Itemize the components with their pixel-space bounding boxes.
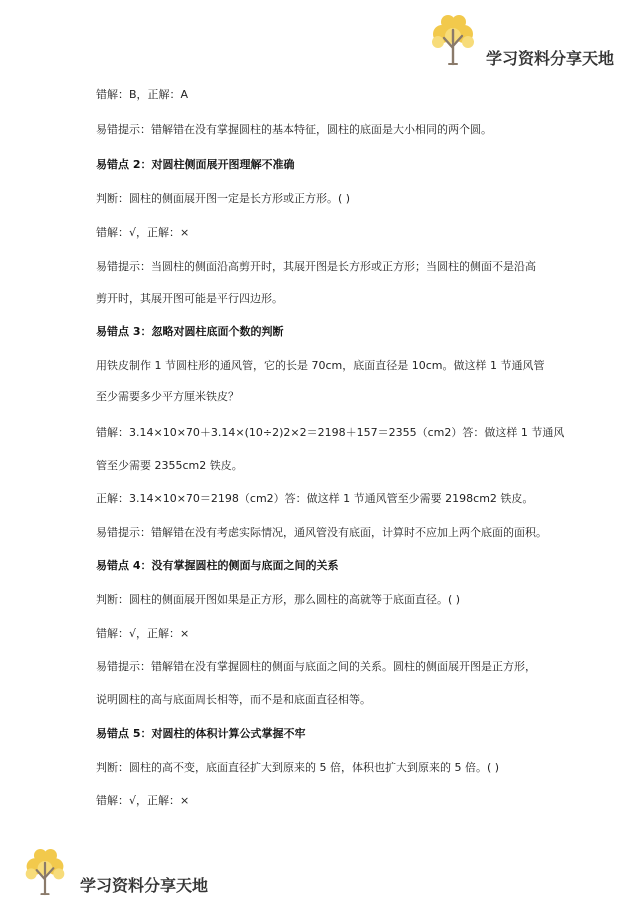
section-heading: 易错点 2：对圆柱侧面展开图理解不准确 [96, 158, 295, 171]
footer-brand-name: 学习资料分享天地 [80, 876, 209, 895]
hint-line: 易错提示：错解错在没有掌握圆柱的基本特征，圆柱的底面是大小相同的两个圆。 [96, 123, 492, 136]
question-line: 判断：圆柱的侧面展开图如果是正方形，那么圆柱的高就等于底面直径。( ) [96, 593, 461, 606]
tree-logo-icon [22, 848, 68, 896]
hint-line: 剪开时，其展开图可能是平行四边形。 [96, 292, 283, 305]
answer-line: 错解：B，正解：A [96, 88, 189, 101]
question-line: 至少需要多少平方厘米铁皮？ [96, 390, 239, 403]
question-line: 判断：圆柱的侧面展开图一定是长方形或正方形。( ) [96, 192, 351, 205]
section-heading: 易错点 4：没有掌握圆柱的侧面与底面之间的关系 [96, 559, 339, 572]
hint-line: 说明圆柱的高与底面周长相等，而不是和底面直径相等。 [96, 693, 371, 706]
header-brand-name: 学习资料分享天地 [486, 49, 615, 68]
section-heading: 易错点 5：对圆柱的体积计算公式掌握不牢 [96, 727, 306, 740]
answer-line: 错解：√，正解：× [96, 226, 190, 239]
answer-line: 错解：√，正解：× [96, 794, 190, 807]
answer-line: 管至少需要 2355cm2 铁皮。 [96, 459, 243, 472]
answer-line: 错解：√，正解：× [96, 627, 190, 640]
hint-line: 易错提示：错解错在没有考虑实际情况，通风管没有底面，计算时不应加上两个底面的面积。 [96, 526, 547, 539]
question-line: 判断：圆柱的高不变，底面直径扩大到原来的 5 倍，体积也扩大到原来的 5 倍。( ) [96, 761, 500, 774]
question-line: 用铁皮制作 1 节圆柱形的通风管，它的长是 70cm，底面直径是 10cm。做这样 1 节通风管 [96, 359, 545, 372]
tree-logo-icon [428, 14, 478, 66]
answer-line: 正解：3.14×10×70＝2198（cm2）答：做这样 1 节通风管至少需要 2198cm2 铁皮。 [96, 492, 534, 505]
answer-line: 错解：3.14×10×70＋3.14×(10÷2)2×2＝2198＋157＝2355（cm2）答：做这样 1 节通风 [96, 426, 565, 439]
hint-line: 易错提示：当圆柱的侧面沿高剪开时，其展开图是长方形或正方形；当圆柱的侧面不是沿高 [96, 260, 536, 273]
hint-line: 易错提示：错解错在没有掌握圆柱的侧面与底面之间的关系。圆柱的侧面展开图是正方形， [96, 660, 536, 673]
section-heading: 易错点 3：忽略对圆柱底面个数的判断 [96, 325, 284, 338]
